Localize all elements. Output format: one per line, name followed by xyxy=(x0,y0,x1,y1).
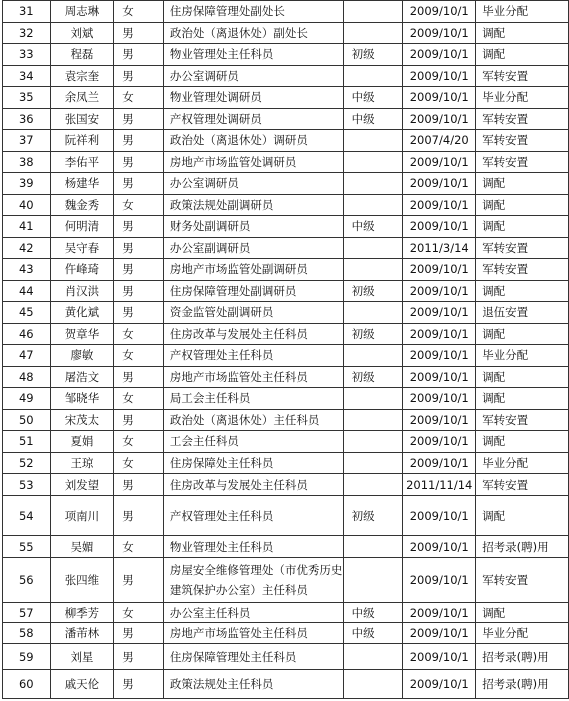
gender-cell: 女 xyxy=(114,1,164,23)
title-level-cell xyxy=(343,388,403,410)
table-row xyxy=(3,194,569,216)
gender-cell: 女 xyxy=(114,388,164,410)
title-level-cell: 中级 xyxy=(343,216,403,238)
title-level-cell: 初级 xyxy=(343,44,403,66)
entry-source-cell: 招考录(聘)用 xyxy=(476,644,569,670)
table-row xyxy=(3,280,569,302)
start-date-cell: 2009/10/1 xyxy=(403,623,476,644)
person-name-cell: 潘芾林 xyxy=(50,623,114,644)
row-number-cell: 40 xyxy=(3,194,51,216)
entry-source-cell: 毕业分配 xyxy=(476,345,569,367)
entry-source-cell: 调配 xyxy=(476,431,569,453)
title-level-cell xyxy=(343,22,403,44)
gender-cell: 女 xyxy=(114,194,164,216)
entry-source-cell: 毕业分配 xyxy=(476,1,569,23)
title-level-cell xyxy=(343,474,403,496)
entry-source-cell: 调配 xyxy=(476,603,569,623)
gender-cell: 女 xyxy=(114,87,164,109)
person-name-cell: 夏娟 xyxy=(50,431,114,453)
start-date-cell: 2009/10/1 xyxy=(403,345,476,367)
job-position-cell: 住房保障管理处副处长 xyxy=(163,1,343,23)
start-date-cell: 2009/10/1 xyxy=(403,22,476,44)
person-name-cell: 魏金秀 xyxy=(50,194,114,216)
entry-source-cell: 调配 xyxy=(476,173,569,195)
entry-source-cell: 军转安置 xyxy=(476,259,569,281)
entry-source-cell: 军转安置 xyxy=(476,130,569,152)
job-position-cell: 物业管理处主任科员 xyxy=(163,44,343,66)
start-date-cell: 2011/11/14 xyxy=(403,474,476,496)
gender-cell: 男 xyxy=(114,558,164,603)
table-row xyxy=(3,323,569,345)
person-name-cell: 宋茂太 xyxy=(50,409,114,431)
row-number-cell: 44 xyxy=(3,280,51,302)
entry-source-cell: 毕业分配 xyxy=(476,87,569,109)
person-name-cell: 阮祥利 xyxy=(50,130,114,152)
job-position-cell: 政治处（离退休处）调研员 xyxy=(163,130,343,152)
entry-source-cell: 调配 xyxy=(476,22,569,44)
title-level-cell xyxy=(343,259,403,281)
start-date-cell: 2009/10/1 xyxy=(403,216,476,238)
row-number-cell: 51 xyxy=(3,431,51,453)
job-position-cell: 住房改革与发展处主任科员 xyxy=(163,474,343,496)
gender-cell: 男 xyxy=(114,496,164,536)
job-position-cell: 房地产市场监管处主任科员 xyxy=(163,623,343,644)
gender-cell: 男 xyxy=(114,259,164,281)
job-position-cell: 房地产市场监管处主任科员 xyxy=(163,366,343,388)
title-level-cell xyxy=(343,237,403,259)
gender-cell: 男 xyxy=(114,130,164,152)
gender-cell: 女 xyxy=(114,323,164,345)
start-date-cell: 2009/10/1 xyxy=(403,366,476,388)
entry-source-cell: 军转安置 xyxy=(476,237,569,259)
job-position-cell: 政治处（离退休处）主任科员 xyxy=(163,409,343,431)
row-number-cell: 52 xyxy=(3,452,51,474)
title-level-cell xyxy=(343,1,403,23)
person-name-cell: 王琼 xyxy=(50,452,114,474)
row-number-cell: 39 xyxy=(3,173,51,195)
title-level-cell: 初级 xyxy=(343,366,403,388)
person-name-cell: 程磊 xyxy=(50,44,114,66)
title-level-cell xyxy=(343,302,403,324)
row-number-cell: 58 xyxy=(3,623,51,644)
row-number-cell: 54 xyxy=(3,496,51,536)
row-number-cell: 59 xyxy=(3,644,51,670)
table-row xyxy=(3,237,569,259)
job-position-cell: 住房保障处主任科员 xyxy=(163,452,343,474)
start-date-cell: 2009/10/1 xyxy=(403,302,476,324)
entry-source-cell: 军转安置 xyxy=(476,65,569,87)
job-position-cell: 物业管理处主任科员 xyxy=(163,536,343,558)
entry-source-cell: 招考录(聘)用 xyxy=(476,670,569,699)
title-level-cell xyxy=(343,65,403,87)
start-date-cell: 2009/10/1 xyxy=(403,259,476,281)
table-row xyxy=(3,644,569,670)
title-level-cell xyxy=(343,409,403,431)
entry-source-cell: 调配 xyxy=(476,280,569,302)
entry-source-cell: 调配 xyxy=(476,496,569,536)
gender-cell: 男 xyxy=(114,670,164,699)
gender-cell: 男 xyxy=(114,108,164,130)
table-row xyxy=(3,388,569,410)
job-position-cell: 产权管理处调研员 xyxy=(163,108,343,130)
start-date-cell: 2009/10/1 xyxy=(403,644,476,670)
job-position-cell: 财务处副调研员 xyxy=(163,216,343,238)
title-level-cell: 中级 xyxy=(343,108,403,130)
table-row xyxy=(3,1,569,23)
entry-source-cell: 调配 xyxy=(476,194,569,216)
entry-source-cell: 招考录(聘)用 xyxy=(476,536,569,558)
row-number-cell: 56 xyxy=(3,558,51,603)
staff-table-body xyxy=(3,1,569,699)
start-date-cell: 2009/10/1 xyxy=(403,44,476,66)
entry-source-cell: 毕业分配 xyxy=(476,452,569,474)
gender-cell: 男 xyxy=(114,237,164,259)
title-level-cell xyxy=(343,431,403,453)
table-row xyxy=(3,216,569,238)
gender-cell: 男 xyxy=(114,302,164,324)
person-name-cell: 何明清 xyxy=(50,216,114,238)
entry-source-cell: 退伍安置 xyxy=(476,302,569,324)
person-name-cell: 贺章华 xyxy=(50,323,114,345)
start-date-cell: 2009/10/1 xyxy=(403,108,476,130)
start-date-cell: 2009/10/1 xyxy=(403,151,476,173)
staff-table xyxy=(2,0,569,699)
title-level-cell: 初级 xyxy=(343,323,403,345)
start-date-cell: 2009/10/1 xyxy=(403,603,476,623)
person-name-cell: 戚天伦 xyxy=(50,670,114,699)
row-number-cell: 55 xyxy=(3,536,51,558)
entry-source-cell: 调配 xyxy=(476,323,569,345)
start-date-cell: 2009/10/1 xyxy=(403,194,476,216)
start-date-cell: 2009/10/1 xyxy=(403,558,476,603)
title-level-cell: 初级 xyxy=(343,280,403,302)
job-position-cell: 政策法规处副调研员 xyxy=(163,194,343,216)
row-number-cell: 57 xyxy=(3,603,51,623)
entry-source-cell: 毕业分配 xyxy=(476,623,569,644)
job-position-cell: 办公室主任科员 xyxy=(163,603,343,623)
row-number-cell: 35 xyxy=(3,87,51,109)
row-number-cell: 38 xyxy=(3,151,51,173)
person-name-cell: 刘发望 xyxy=(50,474,114,496)
job-position-cell: 工会主任科员 xyxy=(163,431,343,453)
person-name-cell: 杨建华 xyxy=(50,173,114,195)
job-position-cell: 房屋安全维修管理处（市优秀历史建筑保护办公室）主任科员 xyxy=(163,558,343,603)
gender-cell: 女 xyxy=(114,536,164,558)
job-position-cell: 局工会主任科员 xyxy=(163,388,343,410)
gender-cell: 男 xyxy=(114,44,164,66)
title-level-cell xyxy=(343,670,403,699)
table-row xyxy=(3,108,569,130)
start-date-cell: 2009/10/1 xyxy=(403,65,476,87)
entry-source-cell: 调配 xyxy=(476,366,569,388)
row-number-cell: 37 xyxy=(3,130,51,152)
person-name-cell: 仵峰琦 xyxy=(50,259,114,281)
table-row xyxy=(3,409,569,431)
row-number-cell: 34 xyxy=(3,65,51,87)
table-row xyxy=(3,474,569,496)
start-date-cell: 2009/10/1 xyxy=(403,1,476,23)
person-name-cell: 周志琳 xyxy=(50,1,114,23)
title-level-cell xyxy=(343,194,403,216)
row-number-cell: 53 xyxy=(3,474,51,496)
entry-source-cell: 军转安置 xyxy=(476,151,569,173)
row-number-cell: 47 xyxy=(3,345,51,367)
person-name-cell: 吴媚 xyxy=(50,536,114,558)
person-name-cell: 邹晓华 xyxy=(50,388,114,410)
title-level-cell: 中级 xyxy=(343,603,403,623)
row-number-cell: 45 xyxy=(3,302,51,324)
start-date-cell: 2009/10/1 xyxy=(403,323,476,345)
start-date-cell: 2009/10/1 xyxy=(403,496,476,536)
job-position-cell: 物业管理处调研员 xyxy=(163,87,343,109)
gender-cell: 男 xyxy=(114,22,164,44)
job-position-cell: 产权管理处主任科员 xyxy=(163,496,343,536)
row-number-cell: 48 xyxy=(3,366,51,388)
table-row xyxy=(3,603,569,623)
row-number-cell: 43 xyxy=(3,259,51,281)
start-date-cell: 2009/10/1 xyxy=(403,431,476,453)
table-row xyxy=(3,366,569,388)
table-row xyxy=(3,623,569,644)
gender-cell: 男 xyxy=(114,366,164,388)
gender-cell: 男 xyxy=(114,644,164,670)
entry-source-cell: 调配 xyxy=(476,216,569,238)
title-level-cell xyxy=(343,452,403,474)
person-name-cell: 张四维 xyxy=(50,558,114,603)
table-row xyxy=(3,345,569,367)
entry-source-cell: 军转安置 xyxy=(476,108,569,130)
row-number-cell: 60 xyxy=(3,670,51,699)
table-row xyxy=(3,87,569,109)
table-row xyxy=(3,22,569,44)
table-row xyxy=(3,151,569,173)
title-level-cell: 中级 xyxy=(343,87,403,109)
person-name-cell: 黄化斌 xyxy=(50,302,114,324)
gender-cell: 男 xyxy=(114,65,164,87)
table-row xyxy=(3,452,569,474)
table-row xyxy=(3,558,569,603)
gender-cell: 男 xyxy=(114,216,164,238)
gender-cell: 女 xyxy=(114,431,164,453)
gender-cell: 女 xyxy=(114,452,164,474)
gender-cell: 男 xyxy=(114,623,164,644)
start-date-cell: 2009/10/1 xyxy=(403,87,476,109)
job-position-cell: 资金监管处副调研员 xyxy=(163,302,343,324)
person-name-cell: 刘斌 xyxy=(50,22,114,44)
entry-source-cell: 军转安置 xyxy=(476,474,569,496)
entry-source-cell: 调配 xyxy=(476,44,569,66)
row-number-cell: 32 xyxy=(3,22,51,44)
table-row xyxy=(3,670,569,699)
table-row xyxy=(3,130,569,152)
job-position-cell: 办公室调研员 xyxy=(163,173,343,195)
person-name-cell: 刘星 xyxy=(50,644,114,670)
title-level-cell xyxy=(343,644,403,670)
title-level-cell xyxy=(343,345,403,367)
table-row xyxy=(3,431,569,453)
row-number-cell: 49 xyxy=(3,388,51,410)
title-level-cell xyxy=(343,130,403,152)
start-date-cell: 2007/4/20 xyxy=(403,130,476,152)
entry-source-cell: 军转安置 xyxy=(476,409,569,431)
job-position-cell: 住房保障管理处副调研员 xyxy=(163,280,343,302)
row-number-cell: 41 xyxy=(3,216,51,238)
person-name-cell: 余凤兰 xyxy=(50,87,114,109)
person-name-cell: 吴守春 xyxy=(50,237,114,259)
start-date-cell: 2009/10/1 xyxy=(403,173,476,195)
person-name-cell: 项南川 xyxy=(50,496,114,536)
row-number-cell: 50 xyxy=(3,409,51,431)
start-date-cell: 2011/3/14 xyxy=(403,237,476,259)
person-name-cell: 李佑平 xyxy=(50,151,114,173)
row-number-cell: 31 xyxy=(3,1,51,23)
job-position-cell: 政治处（离退休处）副处长 xyxy=(163,22,343,44)
start-date-cell: 2009/10/1 xyxy=(403,388,476,410)
job-position-cell: 政策法规处主任科员 xyxy=(163,670,343,699)
gender-cell: 男 xyxy=(114,151,164,173)
title-level-cell xyxy=(343,558,403,603)
table-row xyxy=(3,44,569,66)
person-name-cell: 肖汉洪 xyxy=(50,280,114,302)
job-position-cell: 住房保障管理处主任科员 xyxy=(163,644,343,670)
row-number-cell: 46 xyxy=(3,323,51,345)
start-date-cell: 2009/10/1 xyxy=(403,670,476,699)
row-number-cell: 42 xyxy=(3,237,51,259)
start-date-cell: 2009/10/1 xyxy=(403,536,476,558)
table-row xyxy=(3,65,569,87)
person-name-cell: 廖敏 xyxy=(50,345,114,367)
table-row xyxy=(3,173,569,195)
entry-source-cell: 军转安置 xyxy=(476,558,569,603)
job-position-cell: 产权管理处主任科员 xyxy=(163,345,343,367)
table-row xyxy=(3,302,569,324)
entry-source-cell: 调配 xyxy=(476,388,569,410)
job-position-cell: 房地产市场监管处调研员 xyxy=(163,151,343,173)
gender-cell: 女 xyxy=(114,345,164,367)
job-position-cell: 办公室副调研员 xyxy=(163,237,343,259)
start-date-cell: 2009/10/1 xyxy=(403,280,476,302)
job-position-cell: 办公室调研员 xyxy=(163,65,343,87)
title-level-cell xyxy=(343,536,403,558)
person-name-cell: 袁宗奎 xyxy=(50,65,114,87)
person-name-cell: 柳季芳 xyxy=(50,603,114,623)
gender-cell: 女 xyxy=(114,603,164,623)
row-number-cell: 33 xyxy=(3,44,51,66)
gender-cell: 男 xyxy=(114,409,164,431)
person-name-cell: 屠浩文 xyxy=(50,366,114,388)
gender-cell: 男 xyxy=(114,173,164,195)
gender-cell: 男 xyxy=(114,474,164,496)
job-position-cell: 房地产市场监管处副调研员 xyxy=(163,259,343,281)
table-row xyxy=(3,259,569,281)
title-level-cell xyxy=(343,151,403,173)
title-level-cell: 中级 xyxy=(343,623,403,644)
table-row xyxy=(3,536,569,558)
start-date-cell: 2009/10/1 xyxy=(403,409,476,431)
person-name-cell: 张国安 xyxy=(50,108,114,130)
title-level-cell xyxy=(343,173,403,195)
start-date-cell: 2009/10/1 xyxy=(403,452,476,474)
gender-cell: 男 xyxy=(114,280,164,302)
row-number-cell: 36 xyxy=(3,108,51,130)
table-row xyxy=(3,496,569,536)
title-level-cell: 初级 xyxy=(343,496,403,536)
job-position-cell: 住房改革与发展处主任科员 xyxy=(163,323,343,345)
